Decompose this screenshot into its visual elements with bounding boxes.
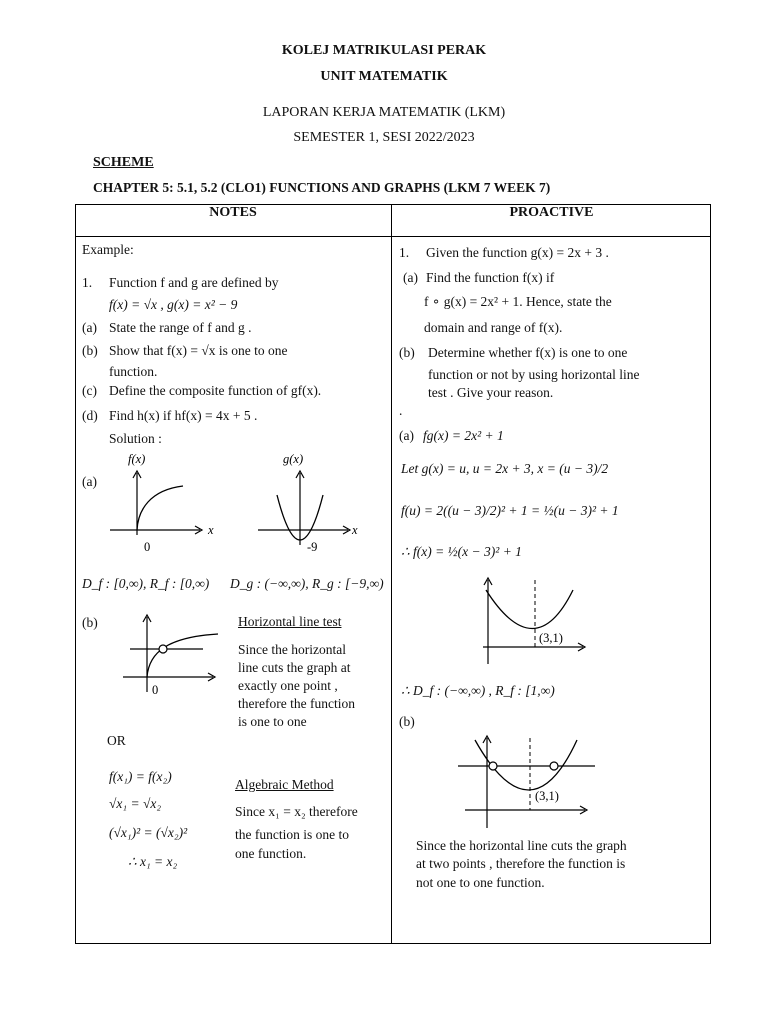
hlt-line-4: therefore the function [238,696,355,711]
example-label: Example: [82,242,134,257]
notes-part-d-text: Find h(x) if hf(x) = 4x + 5 . [109,408,258,423]
semester-title: SEMESTER 1, SESI 2022/2023 [293,130,475,145]
graph-f-origin: 0 [144,540,151,554]
notes-q1-definitions: f(x) = √x , g(x) = x² − 9 [109,297,238,312]
domain-range-g: D_g : (−∞,∞), R_g : [−9,∞) [230,576,384,591]
report-title: LAPORAN KERJA MATEMATIK (LKM) [262,105,506,120]
notes-q1-number: 1. [82,275,93,290]
algebraic-step-3: (√x₁)² = (√x₂)² [109,825,188,840]
or-label: OR [107,733,126,748]
solution-a-label: (a) [82,474,97,489]
notes-q1-text: Function f and g are defined by [109,275,279,290]
proactive-dot: . [399,403,403,418]
proactive-sol-a-step-4: ∴ f(x) = ½(x − 3)² + 1 [401,544,522,559]
notes-part-a-label: (a) [82,320,97,335]
graph-proactive-a [478,572,598,667]
graph-g-axis-label: g(x) [283,452,304,466]
notes-part-c-label: (c) [82,383,97,398]
algebraic-title: Algebraic Method [235,777,334,792]
notes-part-c-text: Define the composite function of gf(x). [109,383,322,398]
graph-g-min: -9 [307,540,318,554]
proactive-domain-range: ∴ D_f : (−∞,∞) , R_f : [1,∞) [401,683,555,698]
solution-b-label: (b) [82,615,98,630]
col-header-proactive: PROACTIVE [509,205,594,220]
graph-parabola-g [250,445,370,555]
hlt-line-1: Since the horizontal [238,642,346,657]
proactive-conclusion-2: at two points , therefore the function is [416,856,626,871]
vertex-label-b: (3,1) [535,789,559,803]
proactive-part-b-text-2: function or not by using horizontal line [428,367,640,382]
graph-proactive-b [455,730,600,830]
proactive-part-a-label: (a) [403,270,418,285]
proactive-sol-a-label: (a) [399,428,414,443]
notes-part-b-text-2: function. [109,364,158,379]
graph-f-x-label: x [208,523,214,537]
hlt-title: Horizontal line test [238,614,342,629]
notes-part-a-text: State the range of f and g . [109,320,252,335]
hlt-line-2: line cuts the graph at [238,660,351,675]
college-title: KOLEJ MATRIKULASI PERAK [281,43,487,58]
domain-range-f: D_f : [0,∞), R_f : [0,∞) [82,576,210,591]
column-divider [391,204,392,944]
proactive-sol-a-step-1: fg(x) = 2x² + 1 [423,428,504,443]
unit-title: UNIT MATEMATIK [320,69,448,84]
algebraic-step-1: f(x₁) = f(x₂) [109,769,172,784]
proactive-part-b-text-3: test . Give your reason. [428,385,554,400]
algebraic-step-2: √x₁ = √x₂ [109,796,162,811]
algebraic-conclusion-3: one function. [235,846,307,861]
solution-label: Solution : [109,431,162,446]
algebraic-step-4: ∴ x₁ = x₂ [128,854,178,869]
hlt-line-3: exactly one point , [238,678,338,693]
proactive-part-a-text-3: domain and range of f(x). [424,320,563,335]
notes-part-b-text: Show that f(x) = √x is one to one [109,343,288,358]
hlt-line-5: is one to one [238,714,307,729]
graph-g-x-label: x [352,523,358,537]
vertex-label-a: (3,1) [539,631,563,645]
proactive-conclusion-1: Since the horizontal line cuts the graph [416,838,627,853]
proactive-part-b-label: (b) [399,345,415,360]
chapter-title: CHAPTER 5: 5.1, 5.2 (CLO1) FUNCTIONS AND GRAPHS (LKM 7 WEEK 7) [93,180,551,195]
proactive-q1-text: Given the function g(x) = 2x + 3 . [426,245,609,260]
proactive-part-b-text-1: Determine whether f(x) is one to one [428,345,628,360]
notes-part-b-label: (b) [82,343,98,358]
algebraic-conclusion-2: the function is one to [235,827,349,842]
notes-part-d-label: (d) [82,408,98,423]
proactive-sol-b-label: (b) [399,714,415,729]
graph-horizontal-line-test [118,612,228,702]
col-header-notes: NOTES [209,205,257,220]
algebraic-conclusion-1: Since x₁ = x₂ therefore [235,804,358,819]
graph-f-axis-label: f(x) [128,452,146,466]
proactive-q1-number: 1. [399,245,410,260]
proactive-conclusion-3: not one to one function. [416,875,545,890]
graph-sqrt-f [100,445,230,555]
proactive-sol-a-step-3: f(u) = 2((u − 3)/2)² + 1 = ½(u − 3)² + 1 [401,503,619,518]
proactive-part-a-text-2: f ∘ g(x) = 2x² + 1. Hence, state the [424,294,612,309]
graph-b-origin: 0 [152,683,159,697]
proactive-part-a-text-1: Find the function f(x) if [426,270,555,285]
proactive-sol-a-step-2: Let g(x) = u, u = 2x + 3, x = (u − 3)/2 [401,461,609,476]
header-divider [75,236,711,237]
scheme-label: SCHEME [93,155,154,170]
